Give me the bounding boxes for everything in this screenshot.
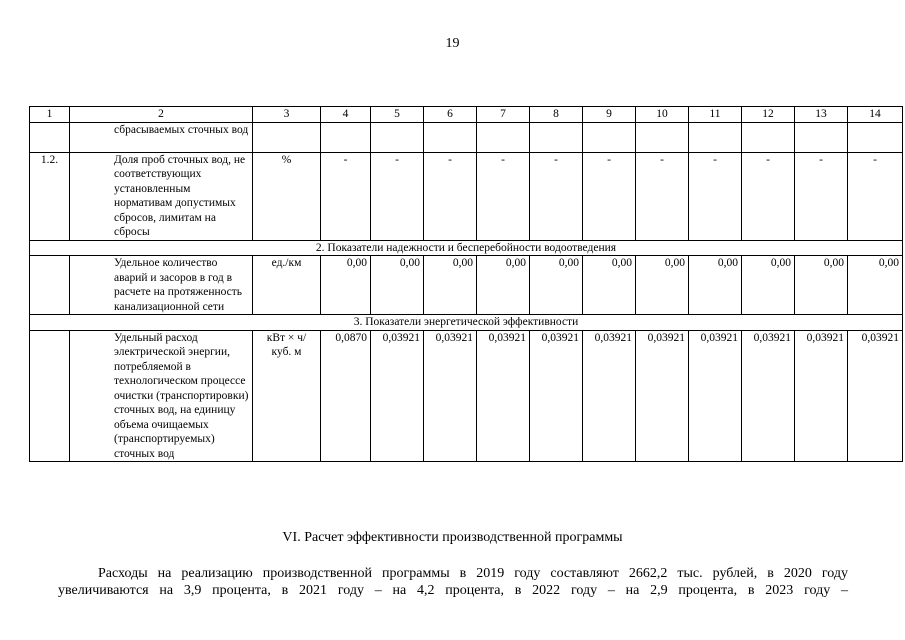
value-cell: -: [636, 152, 689, 240]
paragraph-text: Расходы на реализацию производственной программы в 2019 году составляют 2662,2 тыс. рублей, в 2020 году увеличиваются на 3,9 процента, в 2021 году – на 4,2 процента, в 2022 году – на 2,9 процента, в 2023 году –: [58, 566, 848, 598]
value-cell: -: [583, 152, 636, 240]
value-cell: -: [795, 152, 848, 240]
value-cell: 0,00: [530, 256, 583, 315]
row-name: Удельный расход электрической энергии, потребляемой в технологическом процессе очистки (транспортировки) сточных вод, на единицу объема очищаемых (транспортируемых) сточных вод: [70, 330, 253, 462]
section-row: [30, 315, 903, 331]
value-cell: -: [371, 152, 424, 240]
value-cell: -: [321, 152, 371, 240]
column-header: 11: [689, 107, 742, 123]
column-header: 7: [477, 107, 530, 123]
table-row-1-2: [30, 152, 903, 240]
value-cell: 0,03921: [795, 330, 848, 462]
value-cell: -: [848, 152, 903, 240]
row-unit: %: [253, 152, 321, 240]
row-name: Доля проб сточных вод, не соответствующих установленным нормативам допустимых сбросов, лимитам на сбросы: [70, 152, 253, 240]
row-number: [30, 330, 70, 462]
value-cell: 0,03921: [371, 330, 424, 462]
page-number: 19: [445, 36, 460, 51]
column-header: 5: [371, 107, 424, 123]
value-cell: 0,03921: [477, 330, 530, 462]
section-title-energy: 3. Показатели энергетической эффективности: [30, 315, 903, 331]
column-header: 6: [424, 107, 477, 123]
row-name: Удельное количество аварий и засоров в год в расчете на протяженность канализационной сети: [70, 256, 253, 315]
value-cell: 0,03921: [636, 330, 689, 462]
section-heading: VI. Расчет эффективности производственной программы: [282, 530, 623, 545]
value-cell: -: [424, 152, 477, 240]
value-cell: 0,00: [636, 256, 689, 315]
value-cell: 0,00: [371, 256, 424, 315]
column-header: 4: [321, 107, 371, 123]
column-header: 3: [253, 107, 321, 123]
row-number: 1.2.: [30, 152, 70, 240]
table-row-energy: [30, 330, 903, 462]
row-number: [30, 256, 70, 315]
column-header: 12: [742, 107, 795, 123]
value-cell: 0,00: [321, 256, 371, 315]
column-header: 2: [70, 107, 253, 123]
value-cell: 0,00: [795, 256, 848, 315]
value-cell: 0,00: [424, 256, 477, 315]
value-cell: 0,00: [848, 256, 903, 315]
value-cell: 0,00: [583, 256, 636, 315]
value-cell: 0,03921: [848, 330, 903, 462]
column-header: 10: [636, 107, 689, 123]
row-unit: ед./км: [253, 256, 321, 315]
value-cell: -: [742, 152, 795, 240]
body-paragraph: [58, 565, 848, 599]
column-header: 9: [583, 107, 636, 123]
value-cell: 0,0870: [321, 330, 371, 462]
value-cell: -: [477, 152, 530, 240]
value-cell: 0,03921: [742, 330, 795, 462]
column-header: 13: [795, 107, 848, 123]
value-cell: 0,03921: [424, 330, 477, 462]
column-header: 8: [530, 107, 583, 123]
row-name: сбрасываемых сточных вод: [70, 122, 253, 152]
value-cell: -: [689, 152, 742, 240]
value-cell: 0,00: [689, 256, 742, 315]
value-cell: -: [530, 152, 583, 240]
row-unit: кВт × ч/ куб. м: [253, 330, 321, 462]
section-title-reliability: 2. Показатели надежности и бесперебойности водоотведения: [30, 240, 903, 256]
table-row-continued: [30, 122, 903, 152]
table-row-reliability: [30, 256, 903, 315]
value-cell: 0,00: [742, 256, 795, 315]
value-cell: 0,03921: [530, 330, 583, 462]
value-cell: 0,03921: [689, 330, 742, 462]
value-cell: 0,00: [477, 256, 530, 315]
indicators-table: [29, 106, 903, 462]
column-header: 1: [30, 107, 70, 123]
table-header-row: [30, 107, 903, 123]
column-header: 14: [848, 107, 903, 123]
value-cell: 0,03921: [583, 330, 636, 462]
section-row: [30, 240, 903, 256]
